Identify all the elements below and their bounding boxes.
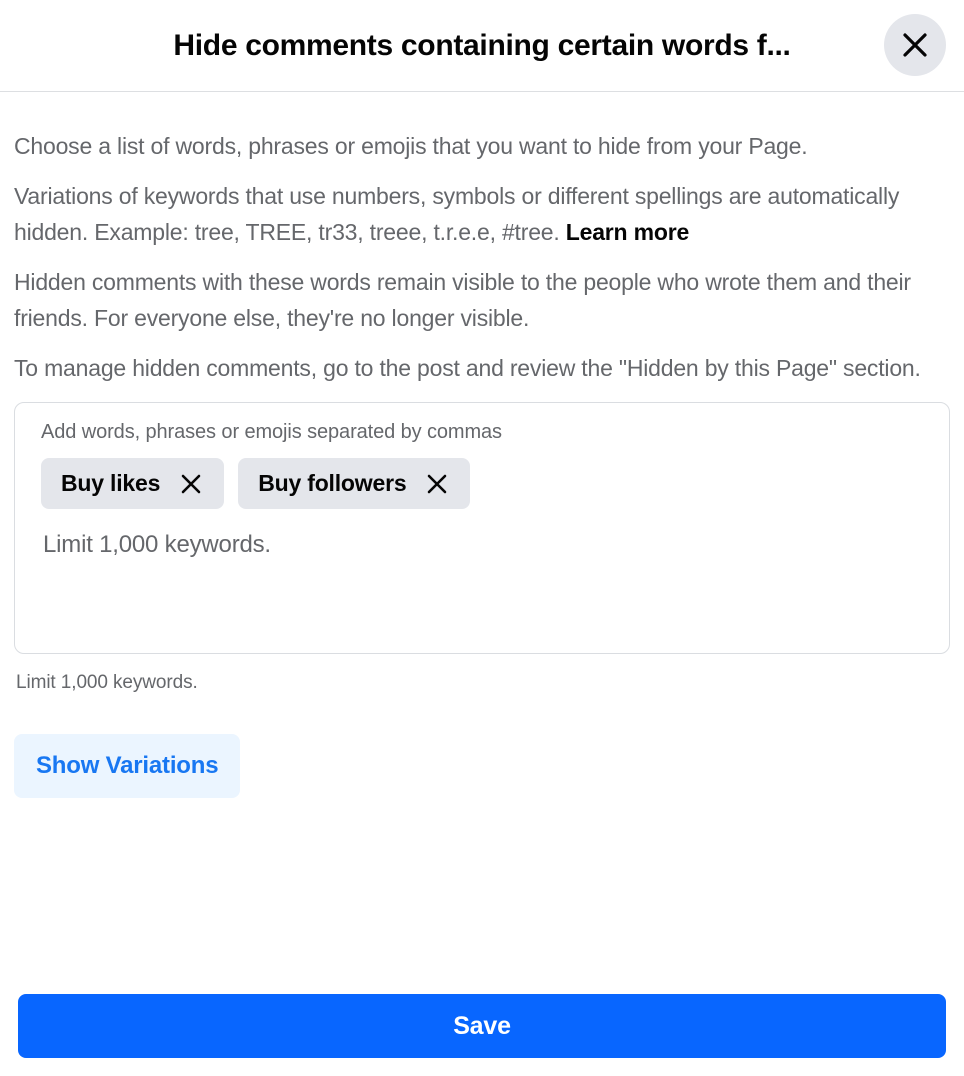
close-button[interactable] — [884, 14, 946, 76]
save-button[interactable]: Save — [18, 994, 946, 1058]
visibility-paragraph: Hidden comments with these words remain visible to the people who wrote them and their friends. For everyone else, they're no longer visible. — [14, 269, 911, 331]
keyword-chip-list — [41, 458, 923, 509]
dialog-footer — [0, 980, 964, 1076]
close-icon[interactable] — [424, 471, 450, 497]
close-icon — [900, 30, 930, 60]
dialog-header — [0, 0, 964, 92]
dialog-body — [0, 92, 964, 980]
keyword-chip[interactable] — [238, 458, 470, 509]
variations-paragraph — [14, 178, 950, 250]
learn-more-link[interactable]: Learn more — [565, 219, 690, 245]
manage-paragraph: To manage hidden comments, go to the post and review the "Hidden by this Page" section. — [14, 355, 921, 381]
keyword-input-box[interactable] — [14, 402, 950, 654]
page-title: Hide comments containing certain words f... — [173, 28, 791, 62]
variations-row — [14, 734, 950, 798]
keyword-input-placeholder: Add words, phrases or emojis separated by commas — [41, 421, 502, 443]
intro-paragraph: Choose a list of words, phrases or emojis that you want to hide from your Page. — [14, 133, 808, 159]
keyword-chip-label: Buy followers — [258, 470, 407, 496]
variations-paragraph-text: Variations of keywords that use numbers, symbols or different spellings are automatically hidden. Example: tree, TREE, tr33, treee, t.r.e.e, #tree. — [14, 183, 900, 245]
keyword-chip-label: Buy likes — [61, 470, 161, 496]
keyword-box-hint: Limit 1,000 keywords. — [43, 531, 271, 558]
limit-note: Limit 1,000 keywords. — [16, 672, 198, 693]
keyword-chip[interactable] — [41, 458, 224, 509]
show-variations-button[interactable]: Show Variations — [14, 734, 240, 798]
close-icon[interactable] — [178, 471, 204, 497]
